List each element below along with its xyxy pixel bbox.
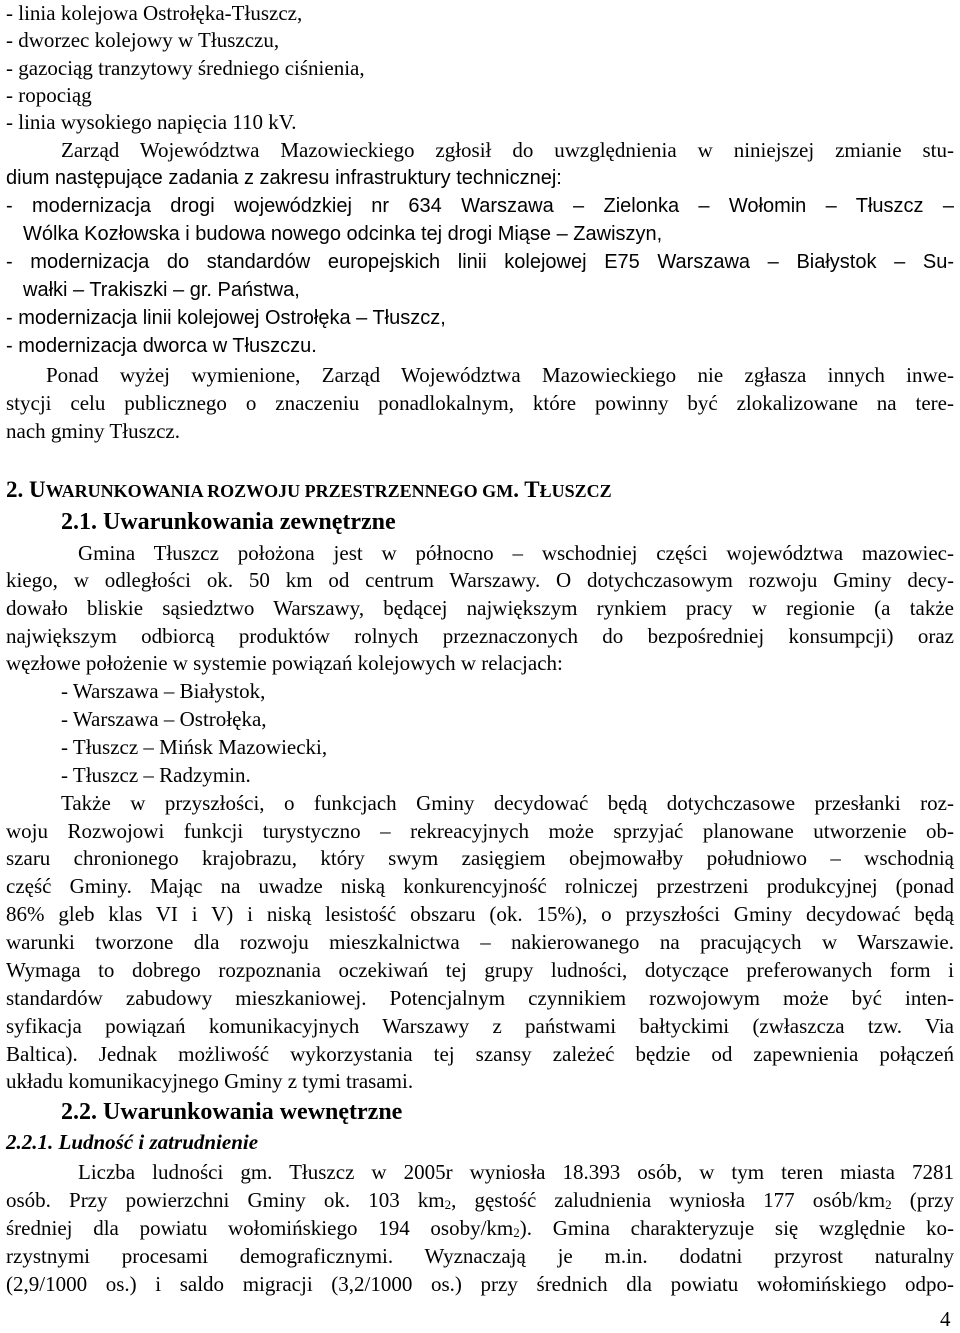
paragraph-line: 86% gleb klas VI i V) i niską lesistość obszaru (ok. 15%), o przyszłości Gminy decydować będą [6, 902, 954, 926]
paragraph-line: średniej dla powiatu wołomińskiego 194 osoby/$km_2$). Gmina charakteryzuje się względnie ko- [6, 1216, 954, 1240]
list-item: - modernizacja do standardów europejskich linii kolejowej E75 Warszawa – Białystok – Su- [6, 251, 954, 273]
list-item: wałki – Trakiszki – gr. Państwa, [23, 279, 300, 301]
list-item: - Warszawa – Białystok, [61, 679, 266, 703]
paragraph-line: szaru chronionego krajobrazu, który swym zasięgiem obejmowałby południowo – wschodnią [6, 846, 954, 870]
paragraph-line: standardów zabudowy mieszkaniowej. Potencjalnym czynnikiem rozwojowym może być inten- [6, 986, 954, 1010]
paragraph-line: kiego, w odległości ok. 50 km od centrum Warszawy. O dotychczasowym rozwoju Gminy decy- [6, 568, 954, 592]
subsection-heading: 2.1. Uwarunkowania zewnętrzne [61, 509, 396, 535]
list-item: - modernizacja dworca w Tłuszczu. [6, 335, 317, 357]
paragraph-line: stycji celu publicznego o znaczeniu ponadlokalnym, które powinny być zlokalizowane na tere- [6, 391, 954, 415]
paragraph-line: (2,9/1000 os.) i saldo migracji (3,2/1000 os.) przy średnich dla powiatu wołomińskiego odpo- [6, 1272, 954, 1296]
paragraph-line: warunki tworzone dla rozwoju mieszkalnictwa – nakierowanego na pracujących w Warszawie. [6, 930, 954, 954]
list-item: - dworzec kolejowy w Tłuszczu, [6, 28, 280, 52]
paragraph-line: Zarząd Województwa Mazowieckiego zgłosił do uwzględnienia w niniejszej zmianie stu- [61, 138, 954, 162]
list-item: - modernizacja drogi wojewódzkiej nr 634 Warszawa – Zielonka – Wołomin – Tłuszcz – [6, 195, 954, 217]
paragraph-line: rzystnymi procesami demograficznymi. Wyznaczają je m.in. dodatni przyrost naturalny [6, 1244, 954, 1268]
paragraph-line: Liczba ludności gm. Tłuszcz w 2005r wyniosła 18.393 osób, w tym teren miasta 7281 [78, 1160, 954, 1184]
list-item: Wólka Kozłowska i budowa nowego odcinka tej drogi Miąse – Zawiszyn, [23, 223, 663, 245]
paragraph-line: woju Rozwojowi funkcji turystyczno – rekreacyjnych może sprzyjać planowane utworzenie ob- [6, 819, 954, 843]
paragraph-line: dium następujące zadania z zakresu infrastruktury technicznej: [6, 167, 562, 189]
paragraph-line: Ponad wyżej wymienione, Zarząd Województwa Mazowieckiego nie zgłasza innych inwe- [46, 363, 954, 387]
subsubsection-heading: 2.2.1. Ludność i zatrudnienie [6, 1130, 259, 1154]
subsection-heading: 2.2. Uwarunkowania wewnętrzne [61, 1099, 403, 1125]
list-item: - linia wysokiego napięcia 110 kV. [6, 110, 297, 134]
list-item: - Warszawa – Ostrołęka, [61, 707, 267, 731]
page-number: 4 [940, 1307, 951, 1331]
paragraph-line: Wymaga to dobrego rozpoznania oczekiwań tej grupy ludności, dotyczące preferowanych form i [6, 958, 954, 982]
paragraph-line: część Gminy. Mając na uwadze niską konkurencyjność rolniczej przestrzeni produkcyjnej (ponad [6, 874, 954, 898]
list-item: - Tłuszcz – Radzymin. [61, 763, 251, 787]
list-item: - gazociąg tranzytowy średniego ciśnienia, [6, 56, 365, 80]
paragraph-line: nach gminy Tłuszcz. [6, 419, 180, 443]
section-heading: 2. UWARUNKOWANIA ROZWOJU PRZESTRZENNEGO GM. TŁUSZCZ [6, 477, 612, 502]
paragraph-line: układu komunikacyjnego Gminy z tymi trasami. [6, 1069, 414, 1093]
paragraph-line: dowało bliskie sąsiedztwo Warszawy, będącej największym rynkiem pracy w regionie (a także [6, 596, 954, 620]
paragraph-line: największym odbiorcą produktów rolnych przeznaczonych do bezpośredniej konsumpcji) oraz [6, 624, 954, 648]
list-item: - Tłuszcz – Mińsk Mazowiecki, [61, 735, 328, 759]
paragraph-line: osób. Przy powierzchni Gminy ok. 103 $km_2$, gęstość zaludnienia wyniosła 177 osób/$km_2$ (przy [6, 1188, 955, 1212]
paragraph-line: syfikacja powiązań komunikacyjnych Warszawy z państwami bałtyckimi (zwłaszcza tzw. Via [6, 1014, 954, 1038]
list-item: - modernizacja linii kolejowej Ostrołęka – Tłuszcz, [6, 307, 446, 329]
paragraph-line: Także w przyszłości, o funkcjach Gminy decydować będą dotychczasowe przesłanki roz- [61, 791, 954, 815]
paragraph-line: węzłowe położenie w systemie powiązań kolejowych w relacjach: [6, 651, 563, 675]
list-item: - linia kolejowa Ostrołęka-Tłuszcz, [6, 1, 303, 25]
list-item: - ropociąg [6, 83, 92, 107]
paragraph-line: Gmina Tłuszcz położona jest w północno – wschodniej części województwa mazowiec- [78, 541, 954, 565]
paragraph-line: Baltica). Jednak możliwość wykorzystania tej szansy zależeć będzie od zapewnienia połączeń [6, 1042, 954, 1066]
